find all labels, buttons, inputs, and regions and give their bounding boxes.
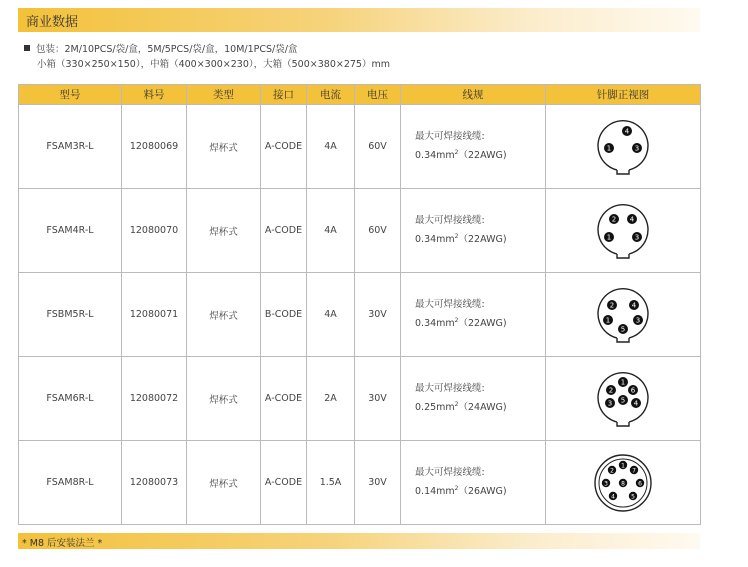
connector-key [617,422,629,426]
connector-pin-diagram [591,199,655,263]
header-voltage: 电压 [355,85,401,105]
pin-number: 1 [606,143,612,152]
wire-size: 0.25mm [415,402,455,414]
header-port: 接口 [261,85,307,105]
cell-current: 4A [307,105,355,189]
packaging-line-2: 小箱（330×250×150），中箱（400×300×230），大箱（500×380×275）mm [37,59,390,70]
table-row [19,273,701,357]
cell-pin-view [546,189,701,273]
cell-pin-view [546,273,701,357]
cell-voltage: 60V [355,189,401,273]
cell-type: 焊杯式 [187,273,261,357]
cell-wire: 最大可焊接线缆: $0.14mm^2(26AWG)$ [401,441,546,525]
pin-number: 4 [633,398,639,407]
cell-pin-view [546,105,701,189]
cell-part: 12080071 [122,273,187,357]
wire-awg: （22AWG) [458,234,507,246]
cell-current: 1.5A [307,441,355,525]
pin-number: 5 [631,492,635,500]
cell-type: 焊杯式 [187,357,261,441]
pin-number: 1 [606,232,612,241]
cell-voltage: 30V [355,441,401,525]
packaging-info [24,42,390,72]
footer-note: * M8 后安装法兰 * [22,538,103,549]
cell-voltage: 30V [355,273,401,357]
wire-size: 0.34mm [415,318,455,330]
connector-key [617,338,629,342]
pin-number: 8 [621,479,625,487]
connector-pin-diagram [591,283,655,347]
cell-model: FSAM3R-L [19,105,122,189]
wire-size: 0.14mm [415,486,455,498]
cell-port: A-CODE [261,441,307,525]
wire-label: 最大可焊接线缆: [415,298,485,310]
cell-wire: 最大可焊接线缆: $0.34mm^2(22AWG)$ [401,273,546,357]
cell-current: 2A [307,357,355,441]
cell-current: 4A [307,189,355,273]
table-row [19,105,701,189]
connector-pin-diagram [591,115,655,179]
wire-awg: （22AWG) [458,318,507,330]
cell-part: 12080069 [122,105,187,189]
cell-port: A-CODE [261,357,307,441]
pin-number: 7 [632,466,636,474]
spec-table [18,84,701,525]
cell-current: 4A [307,273,355,357]
pin-number: 1 [620,377,626,386]
pin-number: 5 [620,395,626,404]
section-header [18,8,700,32]
pin-number: 3 [604,479,608,487]
wire-awg: （24AWG) [458,402,507,414]
wire-label: 最大可焊接线缆: [415,382,485,394]
cell-part: 12080070 [122,189,187,273]
pin-number: 3 [634,143,640,152]
cell-model: FSAM8R-L [19,441,122,525]
pin-number: 4 [611,492,615,500]
table-header-row [19,85,701,105]
pin-number: 2 [609,300,615,309]
bullet-icon [24,45,30,51]
wire-awg: （22AWG) [458,150,507,162]
connector-pin-diagram [591,367,655,431]
connector-pin-diagram [591,451,655,515]
header-wire: 线规 [401,85,546,105]
wire-label: 最大可焊接线缆: [415,130,485,142]
pin-number: 3 [607,398,613,407]
footer-bar [18,533,700,549]
cell-pin-view [546,357,701,441]
cell-type: 焊杯式 [187,105,261,189]
header-pin-view: 针脚正视图 [546,85,701,105]
cell-model: FSAM6R-L [19,357,122,441]
connector-key [617,170,629,174]
wire-label: 最大可焊接线缆: [415,214,485,226]
pin-number: 2 [608,385,614,394]
section-title: 商业数据 [26,15,79,30]
header-model: 型号 [19,85,122,105]
packaging-line-1: 包装：2M/10PCS/袋/盒，5M/5PCS/袋/盒，10M/1PCS/袋/盒 [36,44,298,55]
pin-number: 6 [638,479,642,487]
cell-type: 焊杯式 [187,189,261,273]
pin-number: 4 [631,300,637,309]
pin-number: 3 [635,315,641,324]
wire-size: 0.34mm [415,234,455,246]
pin-number: 1 [605,315,611,324]
cell-part: 12080072 [122,357,187,441]
pin-number: 4 [624,126,630,135]
cell-wire: 最大可焊接线缆: $0.34mm^2(22AWG)$ [401,189,546,273]
cell-port: A-CODE [261,189,307,273]
table-row [19,357,701,441]
cell-wire: 最大可焊接线缆: $0.25mm^2(24AWG)$ [401,357,546,441]
wire-size: 0.34mm [415,150,455,162]
header-type: 类型 [187,85,261,105]
header-current: 电流 [307,85,355,105]
cell-type: 焊杯式 [187,441,261,525]
pin-number: 3 [634,232,640,241]
cell-pin-view [546,441,701,525]
cell-model: FSBM5R-L [19,273,122,357]
wire-awg: （26AWG) [458,486,507,498]
cell-wire: 最大可焊接线缆: $0.34mm^2(22AWG)$ [401,105,546,189]
pin-number: 5 [620,324,626,333]
cell-part: 12080073 [122,441,187,525]
cell-model: FSAM4R-L [19,189,122,273]
cell-voltage: 60V [355,105,401,189]
connector-outline [598,204,648,253]
table-row [19,441,701,525]
wire-label: 最大可焊接线缆: [415,466,485,478]
pin-number: 6 [630,385,636,394]
header-part: 料号 [122,85,187,105]
cell-voltage: 30V [355,357,401,441]
pin-number: 1 [621,461,625,469]
pin-number: 2 [611,214,617,223]
cell-port: A-CODE [261,105,307,189]
pin-number: 2 [610,466,614,474]
connector-key [617,254,629,258]
pin-number: 4 [629,214,635,223]
table-row [19,189,701,273]
cell-port: B-CODE [261,273,307,357]
